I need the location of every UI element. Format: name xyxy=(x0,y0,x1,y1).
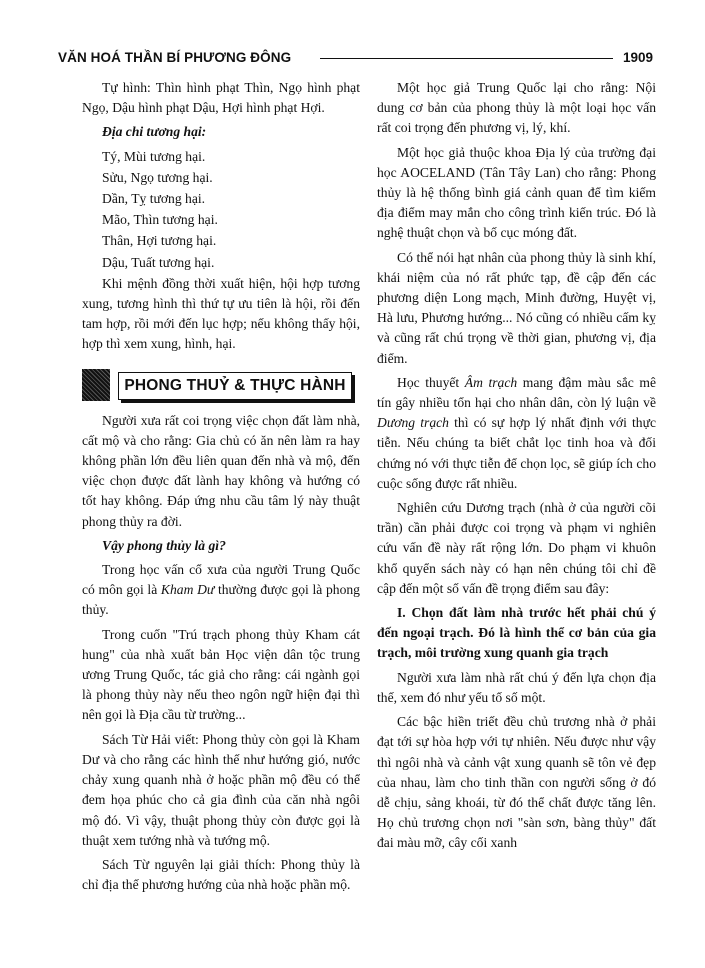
list-item: Mão, Thìn tương hại. xyxy=(102,212,218,228)
paragraph: Người xưa làm nhà rất chú ý đến lựa chọn địa thế, xem đó như yếu tố số một. xyxy=(377,669,656,705)
text-run: Học thuyết xyxy=(397,374,465,390)
text-run: mang đậm màu sắc mê tín gây nhiều tổn hại cho nhân dân, còn lý luận về xyxy=(377,374,656,411)
text-run: thường được gọi là phong thủy. xyxy=(82,582,360,618)
list-item: Sửu, Ngọ tương hại. xyxy=(102,169,213,185)
section-heading xyxy=(82,369,360,405)
bold-heading: I. Chọn đất làm nhà trước hết phải chú ý đến ngoại trạch. Đó là hình thể cơ bản của gia trạch, môi trường xung quanh gia trạch xyxy=(377,605,656,661)
subheading: Vậy phong thủy là gì? xyxy=(102,537,226,553)
italic-term: Kham Dư xyxy=(160,582,215,598)
subheading: Địa chi tương hại: xyxy=(102,124,207,140)
header-rule xyxy=(320,58,613,59)
right-column xyxy=(377,78,656,858)
paragraph: Có thể nói hạt nhân của phong thủy là sinh khí, khái niệm của nó rất phức tạp, đề cập đến các phương diện Long mạch, Minh đường, Huyệt vị, Hà lưu, Phương hướng... Nó cũng có nhiều cấm kỵ và cũng rất chú trọng về thời gian, phương vị, địa điểm. xyxy=(377,249,656,366)
paragraph: Các bậc hiền triết đều chủ trương nhà ở phải đạt tới sự hòa hợp với tự nhiên. Nếu được như vậy thì ngôi nhà và cảnh vật xung quanh sẽ tôn vẻ đẹp của nhau, làm cho tinh thần con người sống ở đó dễ chịu, sảng khoái, từ đó thể chất được tăng lên. Họ chủ trương chọn nơi "sàn sơn, bàng thủy" đất đai màu mỡ, cây cối xanh xyxy=(377,714,656,851)
list-item: Dần, Tỵ tương hại. xyxy=(102,191,206,207)
paragraph: Tự hình: Thìn hình phạt Thìn, Ngọ hình phạt Ngọ, Dậu hình phạt Dậu, Hợi hình phạt Hợi. xyxy=(82,80,360,116)
running-title: VĂN HOÁ THẦN BÍ PHƯƠNG ĐÔNG xyxy=(58,50,292,65)
paragraph xyxy=(377,373,656,494)
italic-term: Âm trạch xyxy=(464,374,518,390)
paragraph: Khi mệnh đồng thời xuất hiện, hội hợp tương xung, tương hình thì thứ tự ưu tiên là hội, rồi đến tam hợp, rồi mới đến lục hợp; nếu không thấy hội, hợp thì xem xung, hình, hại. xyxy=(82,275,360,352)
paragraph: Sách Từ nguyên lại giải thích: Phong thủy là chỉ địa thế phương hướng của nhà hoặc phần mộ. xyxy=(82,856,360,893)
list-item: Tý, Mùi tương hại. xyxy=(102,148,206,164)
paragraph: Sách Từ Hải viết: Phong thủy còn gọi là Kham Dư và cho rằng các hình thế như hướng gió, nước chảy xung quanh nhà ở hoặc phần mộ đều có thể đem họa phúc cho cả gia đình của căn nhà ngôi mộ đó. Vì vậy, thuật phong thủy còn được gọi là thuật xem tướng nhà và tướng mộ. xyxy=(82,731,360,848)
paragraph: Người xưa rất coi trọng việc chọn đất làm nhà, cất mộ và cho rằng: Gia chủ có ăn nên làm ra hay không phần lớn đều liên quan đến nhà và mộ, đến việc chọn được đất lành hay không và hướng có tốt hay không. Đáp ứng nhu cầu tâm lý này thuật phong thủy ra đời. xyxy=(82,412,360,529)
section-title-box xyxy=(118,372,352,400)
italic-term: Dương trạch xyxy=(377,415,449,431)
list-item: Dậu, Tuất tương hại. xyxy=(102,254,215,270)
list-item: Thân, Hợi tương hại. xyxy=(102,233,217,249)
paragraph: Nghiên cứu Dương trạch (nhà ở của người cõi trần) cần phải được coi trọng và phạm vi nghiên cứu vấn đề này rất rộng lớn. Do phạm vi khuôn khổ quyển sách này có hạn nên chúng tôi chỉ đề cập đến một số vấn đề trọng điểm sau đây: xyxy=(377,500,656,596)
page-number: 1909 xyxy=(622,50,653,65)
text-run: Trong học vấn cổ xưa của người Trung Quốc có môn gọi là xyxy=(82,562,360,598)
left-column xyxy=(82,78,360,899)
paragraph: Một học giả Trung Quốc lại cho rằng: Nội dung cơ bản của phong thủy là một loại học vấn rất coi trọng đến phương vị, lý, khí. xyxy=(377,80,656,136)
section-ornament-icon xyxy=(82,369,110,401)
paragraph: Một học giả thuộc khoa Địa lý của trường đại học AOCELAND (Tân Tây Lan) cho rằng: Phong thủy là hệ thống bình giá cảnh quan để tìm kiếm địa điểm may mắn cho công trình kiến trúc. Đó là nghệ thuật chọn và bố cục móng đất. xyxy=(377,144,656,241)
paragraph xyxy=(82,560,360,621)
text-run: thì có sự hợp lý nhất định với thực tiễn. Nếu chúng ta biết chắt lọc tinh hoa và đối chứng nó với thực tiễn để chọn lọc, sẽ giúp ích cho cuộc sống được rất nhiều. xyxy=(377,415,656,491)
section-title: PHONG THUỶ & THỰC HÀNH xyxy=(124,376,346,394)
running-header xyxy=(58,50,653,70)
paragraph: Trong cuốn "Trú trạch phong thủy Kham cát hung" của nhà xuất bản Học viện dân tộc trung ương Trung Quốc, tác giả cho rằng: cái ngành gọi là phong thủy này nếu theo ngôn ngữ hiện đại thì nên gọi là Địa cầu từ trường... xyxy=(82,626,360,723)
